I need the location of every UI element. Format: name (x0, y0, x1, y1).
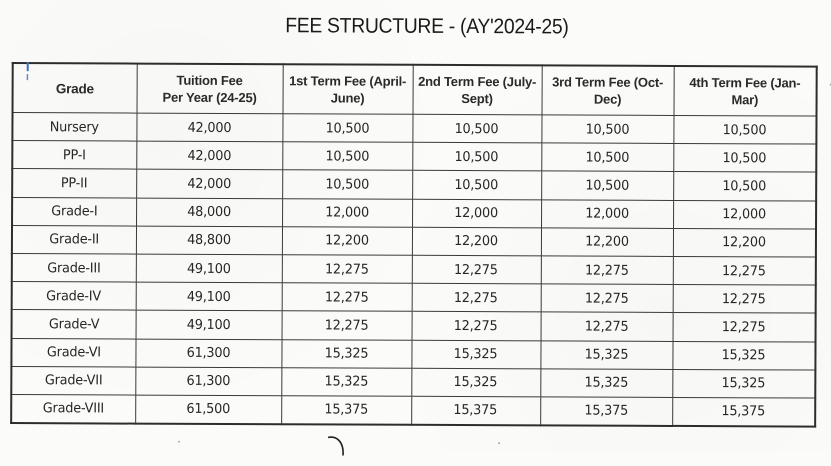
cell-term4 (673, 200, 816, 229)
cell-text: 10,500 (455, 120, 499, 137)
cell-tuition (136, 226, 282, 255)
cell-term4 (672, 369, 815, 398)
cell-term4 (673, 313, 816, 342)
table-row (12, 310, 816, 342)
cell-text: PP-II (61, 175, 88, 192)
header-term3 (542, 65, 674, 115)
table-row (12, 197, 816, 229)
cell-text: 10,500 (454, 148, 499, 165)
cell-text: 12,200 (325, 232, 369, 249)
cell-grade (12, 225, 136, 254)
cell-text: Grade-V (48, 316, 100, 333)
cell-term3 (541, 199, 673, 228)
cell-text: 12,275 (454, 261, 499, 278)
cell-term2 (411, 340, 540, 369)
cell-text: 61,300 (186, 344, 231, 362)
header-term2 (413, 65, 542, 115)
cell-text: 10,500 (585, 121, 630, 138)
cell-text: 61,500 (186, 401, 231, 418)
pen-mark-icon (26, 62, 30, 84)
cell-text: 10,500 (722, 121, 767, 138)
cell-term1 (282, 226, 412, 255)
cell-term3 (540, 369, 672, 398)
cell-text: 12,200 (585, 233, 629, 251)
scan-speck (178, 441, 180, 443)
cell-text: 12,200 (722, 234, 767, 251)
cell-text: 15,325 (721, 375, 766, 392)
cell-text: 15,325 (584, 346, 629, 363)
cell-text: Grade-I (51, 203, 98, 220)
cell-term2 (411, 368, 540, 397)
cell-term2 (412, 199, 541, 228)
cell-text: 42,000 (187, 175, 232, 192)
cell-grade (12, 282, 136, 311)
cell-term3 (541, 312, 673, 341)
cell-text: 48,000 (187, 203, 231, 221)
cell-text: 15,375 (324, 401, 369, 419)
cell-text: 12,275 (454, 317, 498, 335)
cell-term2 (412, 227, 541, 256)
cell-tuition (136, 141, 282, 170)
cell-text: 48,800 (187, 232, 231, 249)
cell-tuition (136, 282, 282, 311)
cell-term2 (412, 142, 541, 171)
cell-tuition (136, 169, 282, 198)
cell-term1 (282, 198, 412, 227)
cell-tuition (136, 198, 282, 227)
header-term1 (283, 64, 413, 114)
cell-text: 12,275 (454, 289, 499, 306)
header-line: 3rd Term Fee (Oct- (552, 74, 664, 90)
table-row (12, 141, 816, 173)
cell-text: 10,500 (325, 176, 370, 193)
cell-text: 10,500 (325, 120, 370, 137)
cell-text: 49,100 (186, 260, 231, 277)
cell-term1 (282, 170, 412, 199)
cell-term4 (672, 341, 815, 370)
header-line: 1st Term Fee (April- (289, 73, 407, 89)
cell-term3 (541, 171, 673, 200)
cell-term1 (282, 283, 412, 312)
cell-term4 (672, 397, 815, 426)
cell-text: 12,275 (722, 290, 766, 308)
cell-tuition (136, 254, 282, 283)
cell-term1 (281, 367, 411, 396)
document-title: FEE STRUCTURE - (AY'2024-25) (285, 14, 569, 39)
cell-grade (12, 113, 136, 142)
cell-text: 12,275 (584, 318, 629, 335)
cell-tuition (135, 367, 281, 396)
header-grade-label: Grade (55, 80, 94, 96)
table-row (12, 169, 816, 201)
cell-tuition (136, 113, 282, 142)
cell-term2 (412, 171, 541, 200)
table-row (12, 113, 816, 145)
cell-text: 12,275 (584, 290, 629, 307)
scan-speck (498, 442, 500, 444)
header-line: 2nd Term Fee (July- (418, 73, 537, 90)
cell-text: 12,000 (454, 205, 499, 222)
cell-text: 12,200 (454, 233, 499, 250)
cell-tuition (135, 395, 281, 424)
cell-text: 15,375 (584, 403, 629, 420)
cell-term4 (673, 172, 816, 201)
cell-text: 49,100 (186, 288, 231, 305)
pen-arc-icon (326, 433, 348, 463)
cell-grade (12, 169, 136, 198)
cell-term1 (282, 142, 412, 171)
table-row (12, 282, 816, 314)
table-row (11, 366, 815, 398)
header-line: Tuition Fee (176, 72, 243, 89)
header-term4 (674, 66, 817, 116)
cell-grade (11, 394, 135, 423)
cell-text: 12,275 (324, 317, 369, 334)
cell-tuition (136, 310, 282, 339)
cell-text: 12,275 (721, 319, 766, 336)
cell-tuition (135, 339, 281, 368)
cell-term3 (541, 115, 673, 144)
cell-text: Grade-VIII (42, 400, 105, 417)
cell-grade (12, 197, 136, 226)
cell-term3 (541, 284, 673, 313)
cell-grade (12, 310, 136, 339)
cell-text: Grade-IV (46, 287, 102, 305)
cell-term3 (540, 340, 672, 369)
cell-text: 15,325 (453, 374, 498, 391)
header-line: Dec) (593, 91, 622, 107)
header-tuition-fee (137, 64, 283, 114)
cell-text: 12,000 (585, 205, 629, 222)
cell-term1 (282, 114, 412, 143)
cell-term2 (412, 283, 541, 312)
cell-term2 (412, 114, 541, 143)
cell-grade (11, 338, 135, 367)
cell-text: 49,100 (186, 316, 231, 333)
cell-text: 12,275 (324, 260, 369, 278)
cell-text: 10,500 (722, 149, 767, 167)
cell-text: PP-I (63, 147, 87, 164)
cell-text: 15,375 (721, 403, 766, 420)
cell-text: Grade-VI (46, 344, 101, 361)
header-line: 4th Term Fee (Jan- (689, 75, 801, 91)
cell-grade (11, 366, 135, 395)
cell-text: Grade-II (49, 231, 100, 248)
cell-term3 (541, 256, 673, 285)
table-row (12, 253, 816, 285)
cell-text: 42,000 (187, 147, 232, 164)
cell-grade (12, 141, 136, 170)
cell-term1 (281, 339, 411, 368)
header-line: Sept) (461, 91, 493, 107)
table-row (11, 394, 815, 426)
cell-text: 10,500 (585, 177, 630, 194)
table-row (11, 338, 815, 370)
cell-term4 (673, 144, 816, 173)
header-grade (13, 63, 137, 113)
cell-text: 15,325 (324, 373, 369, 390)
cell-text: 12,000 (722, 206, 767, 223)
cell-term2 (411, 396, 540, 425)
cell-term4 (673, 228, 816, 257)
cell-text: 61,300 (186, 373, 231, 390)
cell-text: 12,275 (324, 289, 369, 306)
cell-text: 12,000 (325, 204, 369, 221)
header-line: Per Year (24-25) (162, 89, 257, 106)
cell-term4 (673, 285, 816, 314)
cell-term2 (412, 255, 541, 284)
table-header-row (13, 63, 817, 116)
cell-term2 (412, 312, 541, 341)
cell-text: 12,275 (584, 262, 629, 279)
cell-text: 10,500 (454, 176, 499, 194)
cell-text: 15,325 (584, 374, 629, 392)
cell-term1 (282, 255, 412, 284)
cell-term4 (673, 115, 816, 144)
cell-text: 12,275 (722, 262, 766, 279)
cell-text: Nursery (50, 118, 100, 136)
cell-grade (12, 253, 136, 282)
cell-term3 (540, 397, 672, 426)
cell-text: 10,500 (325, 148, 370, 165)
cell-text: 15,325 (721, 347, 766, 364)
cell-text: 10,500 (585, 149, 630, 166)
cell-term4 (673, 256, 816, 285)
cell-term3 (541, 143, 673, 172)
cell-term1 (281, 396, 411, 425)
cell-text: 10,500 (722, 178, 767, 195)
cell-text: 15,375 (453, 402, 498, 419)
cell-text: Grade-VII (44, 372, 103, 389)
cell-text: 15,325 (324, 345, 369, 362)
header-line: Mar) (731, 92, 759, 108)
cell-text: 15,325 (454, 346, 498, 363)
cell-term3 (541, 228, 673, 257)
cell-text: 42,000 (187, 119, 232, 136)
header-line: June) (330, 90, 365, 106)
fee-structure-table (10, 62, 818, 428)
cell-term1 (282, 311, 412, 340)
cell-text: Grade-III (47, 259, 101, 276)
table-row (12, 225, 816, 257)
